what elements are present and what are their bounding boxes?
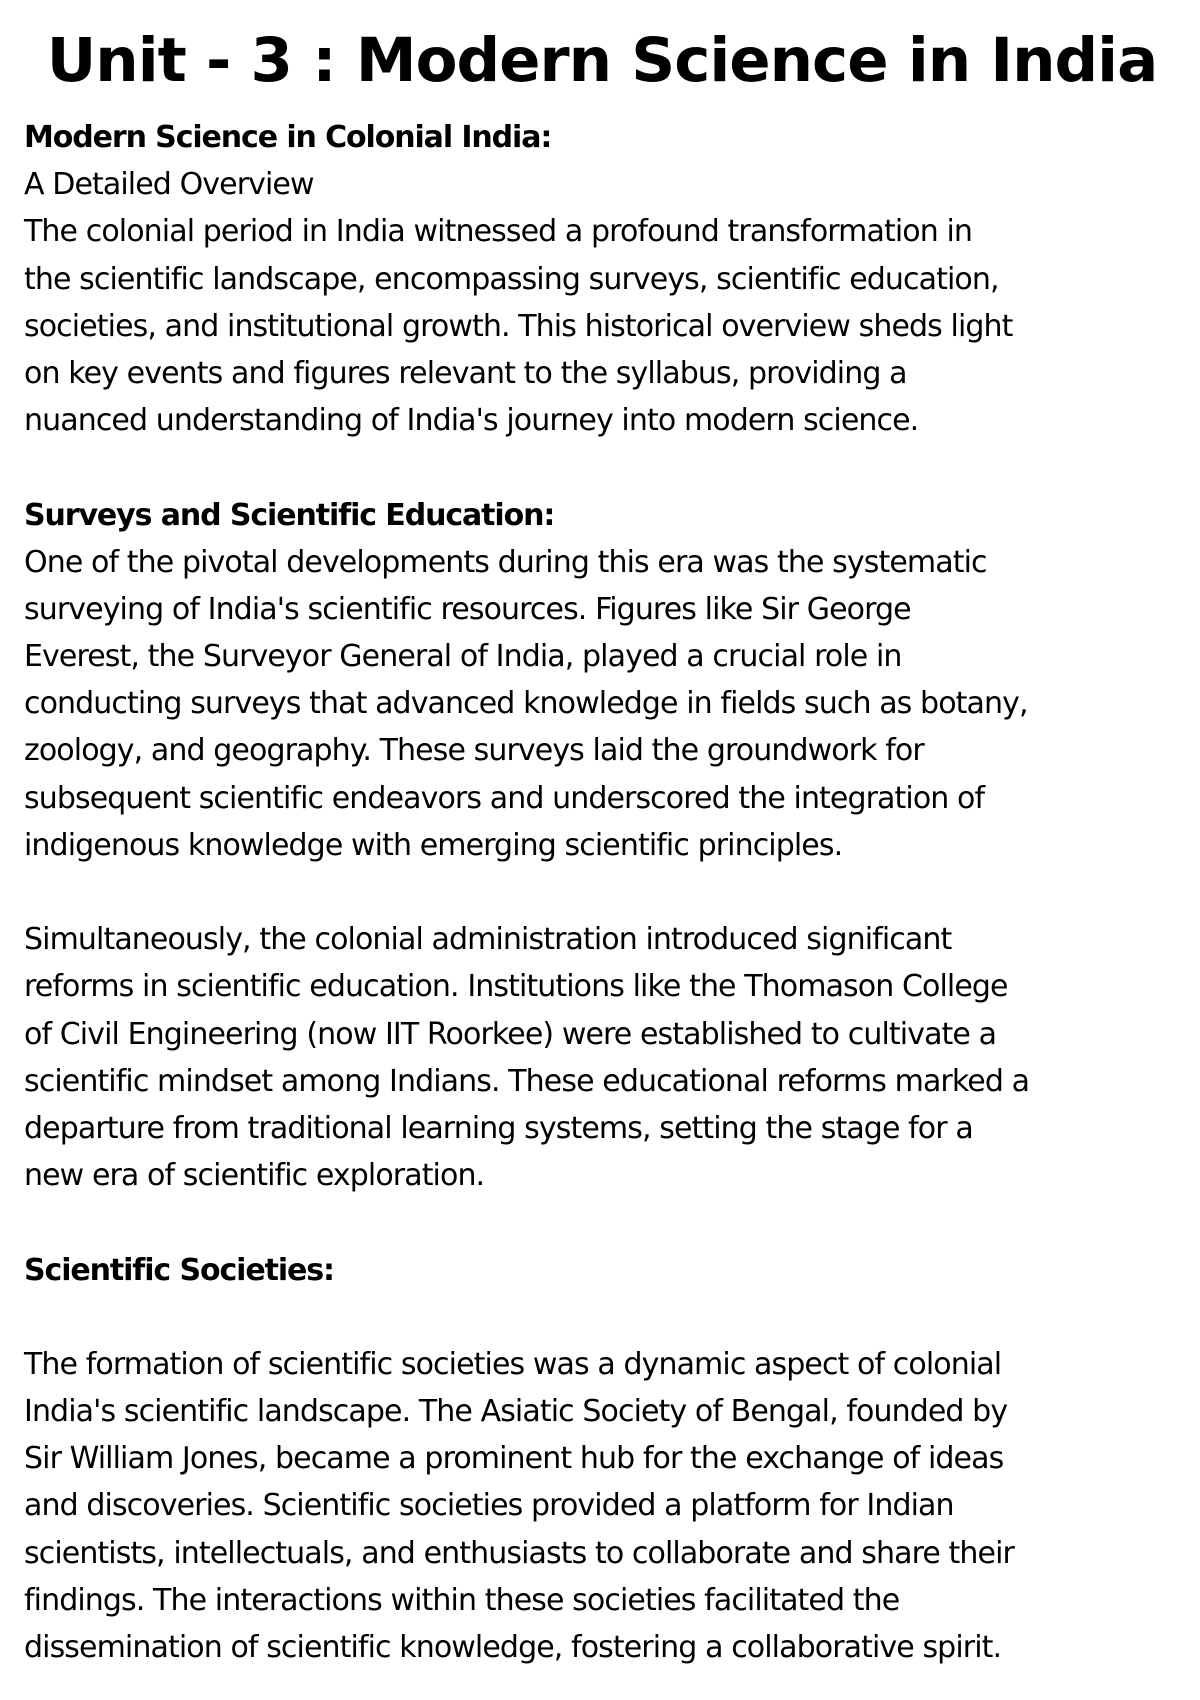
text-line: India's scientific landscape. The Asiatic Society of Bengal, founded by — [24, 1394, 1008, 1430]
text-line: Sir William Jones, became a prominent hub for the exchange of ideas — [24, 1441, 1004, 1477]
paragraph-gap — [24, 444, 1180, 491]
text-line: zoology, and geography. These surveys laid the groundwork for — [24, 733, 924, 769]
text-line: A Detailed Overview — [24, 167, 314, 203]
text-line: findings. The interactions within these societies facilitated the — [24, 1582, 900, 1618]
text-line: One of the pivotal developments during this era was the systematic — [24, 544, 987, 580]
paragraph-gap — [24, 1294, 1180, 1341]
text-line: dissemination of scientific knowledge, fostering a collaborative spirit. — [24, 1630, 1002, 1665]
text-line: nuanced understanding of India's journey into modern science. — [24, 403, 919, 439]
text-line: subsequent scientific endeavors and underscored the integration of — [24, 780, 985, 816]
text-line: on key events and figures relevant to the syllabus, providing a — [24, 355, 907, 391]
text-line: Simultaneously, the colonial administration introduced significant — [24, 922, 952, 958]
section-heading: Modern Science in Colonial India: — [24, 120, 552, 155]
text-line: and discoveries. Scientific societies provided a platform for Indian — [24, 1488, 954, 1524]
text-line: of Civil Engineering (now IIT Roorkee) were established to cultivate a — [24, 1016, 997, 1052]
text-line: the scientific landscape, encompassing surveys, scientific education, — [24, 261, 999, 297]
text-line: reforms in scientific education. Institutions like the Thomason College — [24, 969, 1008, 1005]
text-line: scientific mindset among Indians. These educational reforms marked a — [24, 1063, 1030, 1099]
text-line: The formation of scientific societies was a dynamic aspect of colonial — [24, 1346, 1002, 1382]
section-heading: Surveys and Scientific Education: — [24, 497, 555, 533]
text-line: societies, and institutional growth. This historical overview sheds light — [24, 308, 1013, 344]
text-line: departure from traditional learning systems, setting the stage for a — [24, 1110, 973, 1146]
text-line: surveying of India's scientific resources. Figures like Sir George — [24, 591, 911, 627]
document-body — [24, 114, 1180, 1671]
text-line: conducting surveys that advanced knowledge in fields such as botany, — [24, 686, 1028, 722]
paragraph-gap — [24, 869, 1180, 916]
text-line: scientists, intellectuals, and enthusiasts to collaborate and share their — [24, 1535, 1014, 1571]
paragraph-gap — [24, 1199, 1180, 1246]
text-line: Everest, the Surveyor General of India, played a crucial role in — [24, 639, 902, 675]
page-title: Unit - 3 : Modern Science in India — [46, 25, 1158, 96]
text-line: The colonial period in India witnessed a profound transformation in — [24, 214, 973, 250]
text-line: new era of scientific exploration. — [24, 1158, 485, 1194]
section-heading: Scientific Societies: — [24, 1252, 334, 1288]
text-line: indigenous knowledge with emerging scientific principles. — [24, 827, 843, 863]
